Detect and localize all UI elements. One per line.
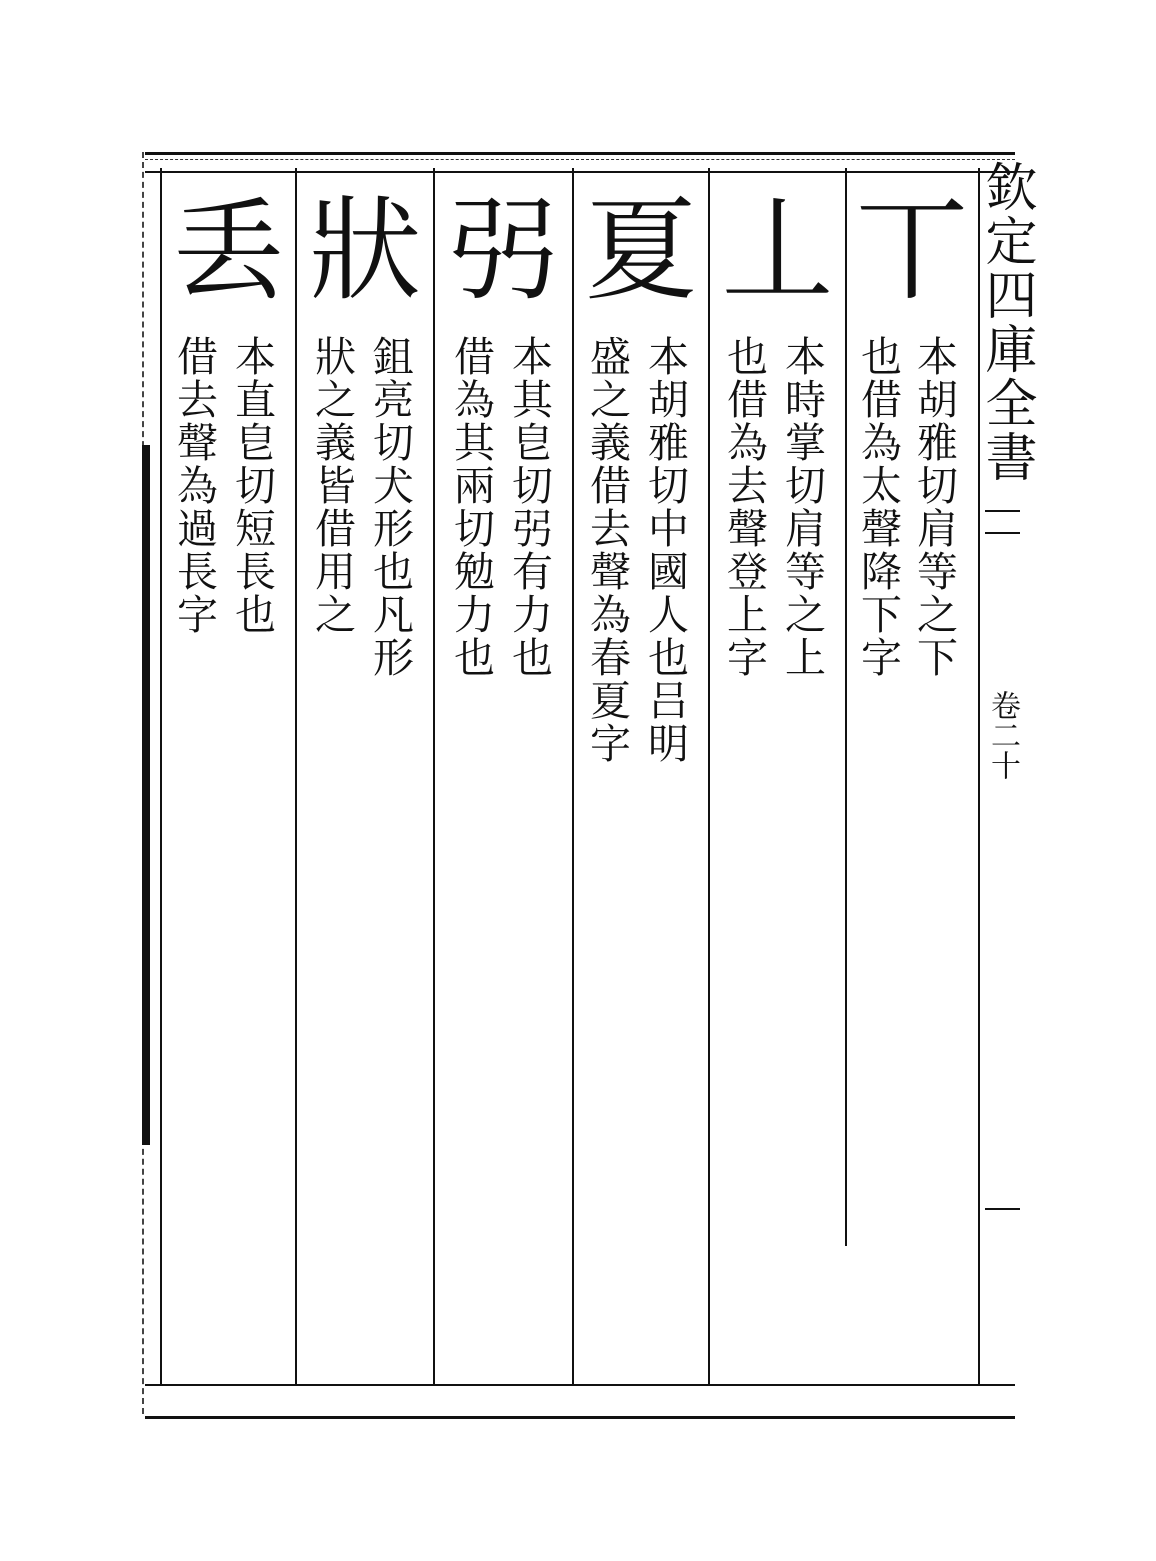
gloss-line: 本胡雅切中國人也吕明 (641, 335, 689, 765)
margin-tick (985, 1208, 1020, 1210)
gloss-line: 本其皀切弜有力也 (505, 335, 553, 679)
seal-character: 丢 (172, 186, 285, 316)
entry-column (710, 168, 845, 1384)
gloss-line: 狀之義皆借用之 (308, 335, 356, 636)
seal-character: 狀 (309, 186, 421, 316)
left-border-shadow (142, 445, 150, 1145)
bottom-border (145, 1384, 1015, 1419)
gloss-line: 也借為太聲降下字 (854, 335, 902, 679)
entry-column (574, 168, 708, 1384)
seal-character: 夏 (585, 186, 697, 316)
fish-tail-mark (985, 510, 1020, 534)
entry-column (847, 168, 977, 1384)
gloss-line: 借去聲為過長字 (170, 335, 218, 636)
seal-character: 丄 (721, 186, 834, 316)
entry-column (297, 168, 433, 1384)
gloss-line: 借為其兩切勉力也 (447, 335, 495, 679)
gloss-line: 鉏亮切犬形也凡形 (366, 335, 414, 679)
gloss-line: 本胡雅切肩等之下 (910, 335, 958, 679)
gloss-line: 本時掌切肩等之上 (778, 335, 826, 679)
seal-character: 丅 (856, 186, 968, 316)
gloss-line: 盛之義借去聲為春夏字 (583, 335, 631, 765)
gloss-line: 本直皀切短長也 (228, 335, 276, 636)
entry-column (435, 168, 572, 1384)
gloss-line: 也借為去聲登上字 (720, 335, 768, 679)
seal-character: 弜 (447, 186, 560, 316)
book-title: 欽定四庫全書 (976, 160, 1036, 484)
volume-label: 卷二十 (985, 690, 1020, 780)
entry-column (162, 168, 295, 1384)
